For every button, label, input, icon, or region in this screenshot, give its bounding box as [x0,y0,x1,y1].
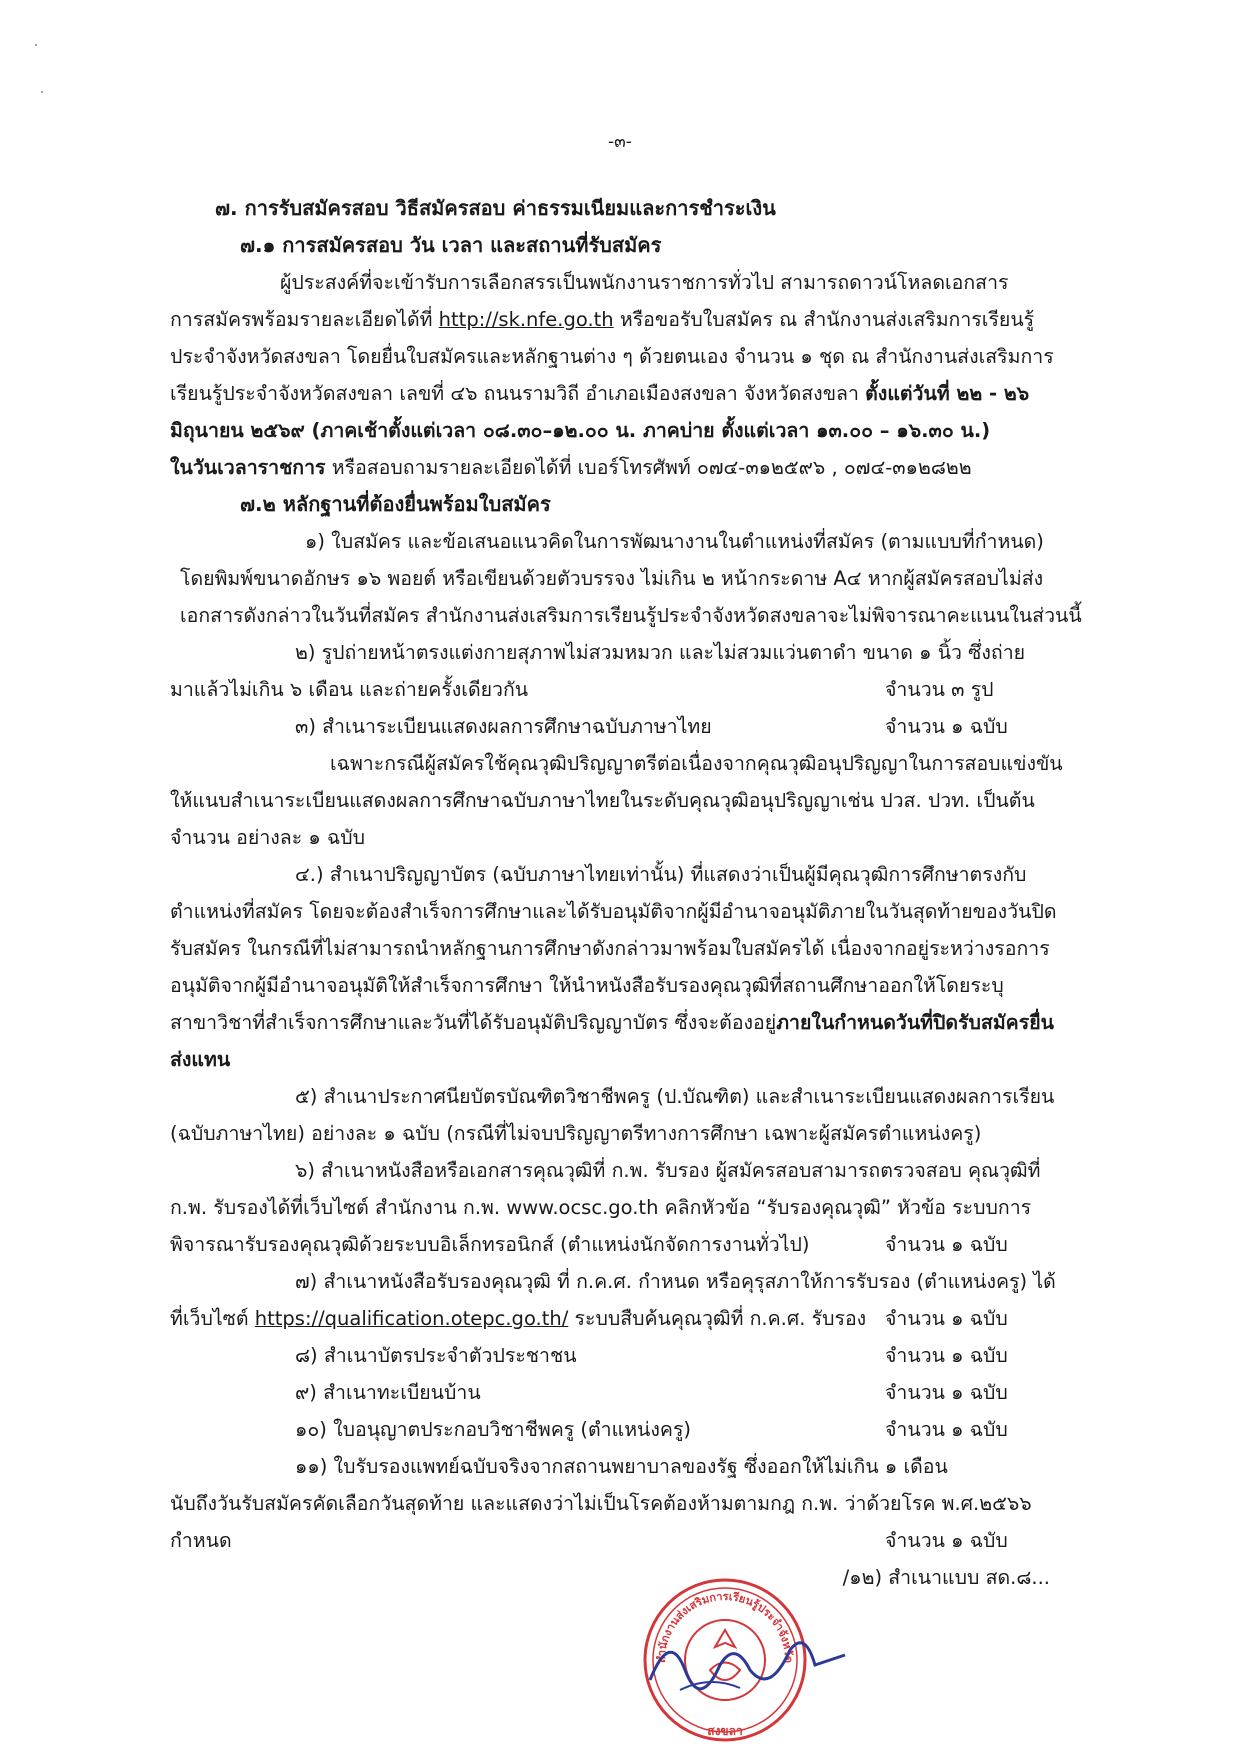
item-quantity: จำนวน ๑ ฉบับ [885,1529,1008,1552]
paragraph-line: ผู้ประสงค์ที่จะเข้ารับการเลือกสรรเป็นพนักงานราชการทั่วไป สามารถดาวน์โหลดเอกสาร [280,271,1009,294]
item-quantity: จำนวน ๓ รูป [885,678,994,701]
scan-specks [30,40,60,100]
text: พิจารณารับรองคุณวุฒิด้วยระบบอิเล็กทรอนิกส์ (ตำแหน่งนักจัดการงานทั่วไป) [170,1233,810,1256]
text: เรียนรู้ประจำจังหวัดสงขลา เลขที่ ๔๖ ถนนรามวิถี อำเภอเมืองสงขลา จังหวัดสงขลา [170,382,866,405]
item-quantity: จำนวน ๑ ฉบับ [885,1233,1008,1256]
item-3-note: จำนวน อย่างละ ๑ ฉบับ [170,826,366,849]
text: กำหนด [170,1529,232,1552]
stamp-top-text: สำนักงานส่งเสริมการเรียนรู้ประจำจังหวัด [654,1589,796,1664]
item-9-line [170,1374,1090,1411]
paragraph-line [170,449,1090,486]
text: ที่เว็บไซต์ [170,1307,255,1330]
website-link[interactable]: http://sk.nfe.go.th [438,308,614,331]
item-6-line: ๖) สำเนาหนังสือหรือเอกสารคุณวุฒิที่ ก.พ. รับรอง ผู้สมัครสอบสามารถตรวจสอบ คุณวุฒิที่ [295,1159,1041,1182]
item-4-line: อนุมัติจากผู้มีอำนาจอนุมัติให้สำเร็จการศึกษา ให้นำหนังสือรับรองคุณวุฒิที่สถานศึกษาออกให้โดยระบุ [170,974,1004,997]
signature [640,1610,860,1710]
section-7-heading: ๗. การรับสมัครสอบ วิธีสมัครสอบ ค่าธรรมเนียมและการชำระเงิน [215,196,776,220]
continuation-line [170,1559,1090,1596]
contact-phone: หรือสอบถามรายละเอียดได้ที่ เบอร์โทรศัพท์ ๐๗๔-๓๑๒๕๙๖ , ๐๗๔-๓๑๒๘๒๒ [325,456,972,479]
item-quantity: จำนวน ๑ ฉบับ [885,1418,1008,1441]
item-2-line: ๒) รูปถ่ายหน้าตรงแต่งกายสุภาพไม่สวมหมวก และไม่สวมแว่นตาดำ ขนาด ๑ นิ้ว ซึ่งถ่าย [295,641,1026,664]
deadline-note: ภายในกำหนดวันที่ปิดรับสมัครยื่น [776,1011,1054,1034]
office-hours: ในวันเวลาราชการ [170,456,326,479]
website-link[interactable]: https://qualification.otepc.go.th/ [254,1307,569,1330]
continuation-text: /๑๒) สำเนาแบบ สด.๘... [842,1566,1050,1589]
item-11-line: ๑๑) ใบรับรองแพทย์ฉบับจริงจากสถานพยาบาลของรัฐ ซึ่งออกให้ไม่เกิน ๑ เดือน [295,1455,948,1478]
paragraph-line [170,301,1090,338]
item-quantity: จำนวน ๑ ฉบับ [885,715,1008,738]
paragraph-line [170,375,1090,412]
item-4-line: ๔.) สำเนาปริญญาบัตร (ฉบับภาษาไทยเท่านั้น) ที่แสดงว่าเป็นผู้มีคุณวุฒิการศึกษาตรงกับ [295,863,1027,886]
item-quantity: จำนวน ๑ ฉบับ [885,1344,1008,1367]
item-4-line: ส่งแทน [170,1048,231,1071]
text: ๙) สำเนาทะเบียนบ้าน [295,1381,481,1404]
page-number: -๓- [608,132,632,152]
stamp-bottom-text: สงขลา [707,1724,743,1738]
item-6-line: ก.พ. รับรองได้ที่เว็บไซต์ สำนักงาน ก.พ. www.ocsc.go.th คลิกหัวข้อ “รับรองคุณวุฒิ” หัวข้อ ระบบการ [170,1196,1032,1219]
item-5-line: (ฉบับภาษาไทย) อย่างละ ๑ ฉบับ (กรณีที่ไม่จบปริญญาตรีทางการศึกษา เฉพาะผู้สมัครตำแหน่งครู) [170,1122,982,1145]
paragraph-line: มิถุนายน ๒๕๖๙ (ภาคเช้าตั้งแต่เวลา ๐๘.๓๐–๑๒.๐๐ น. ภาคบ่าย ตั้งแต่เวลา ๑๓.๐๐ – ๑๖.๓๐ น.) [170,419,991,442]
section-7-2-heading: ๗.๒ หลักฐานที่ต้องยื่นพร้อมใบสมัคร [240,492,551,516]
text: สาขาวิชาที่สำเร็จการศึกษาและวันที่ได้รับอนุมัติปริญญาบัตร ซึ่งจะต้องอยู่ [170,1011,777,1034]
text: มาแล้วไม่เกิน ๖ เดือน และถ่ายครั้งเดียวกัน [170,678,529,701]
item-3-line [170,708,1090,745]
item-7-line: ๗) สำเนาหนังสือรับรองคุณวุฒิ ที่ ก.ค.ศ. กำหนด หรือคุรุสภาให้การรับรอง (ตำแหน่งครู) ได้ [295,1270,1056,1293]
text: ๘) สำเนาบัตรประจำตัวประชาชน [295,1344,577,1367]
item-1-line: ๑) ใบสมัคร และข้อเสนอแนวคิดในการพัฒนางานในตำแหน่งที่สมัคร (ตามแบบที่กำหนด) [305,530,1044,553]
document-body [170,190,1090,1596]
text: ระบบสืบค้นคุณวุฒิที่ ก.ค.ศ. รับรอง [568,1307,867,1330]
item-8-line [170,1337,1090,1374]
item-4-line [170,1004,1090,1041]
text: หรือขอรับใบสมัคร ณ สำนักงานส่งเสริมการเรียนรู้ [613,308,1035,331]
item-1-line: เอกสารดังกล่าวในวันที่สมัคร สำนักงานส่งเสริมการเรียนรู้ประจำจังหวัดสงขลาจะไม่พิจารณาคะแนนในส่วนนี้ [180,604,1082,627]
item-11-line [170,1522,1090,1559]
item-5-line: ๕) สำเนาประกาศนียบัตรบัณฑิตวิชาชีพครู (ป.บัณฑิต) และสำเนาระเบียนแสดงผลการเรียน [295,1085,1055,1108]
item-11-line: นับถึงวันรับสมัครคัดเลือกวันสุดท้าย และแสดงว่าไม่เป็นโรคต้องห้ามตามกฎ ก.พ. ว่าด้วยโรค พ.ศ.๒๕๖๖ [170,1492,1032,1515]
item-3-note: เฉพาะกรณีผู้สมัครใช้คุณวุฒิปริญญาตรีต่อเนื่องจากคุณวุฒิอนุปริญญาในการสอบแข่งขัน [330,752,1063,775]
text: ๑๐) ใบอนุญาตประกอบวิชาชีพครู (ตำแหน่งครู) [295,1418,692,1441]
application-dates: ตั้งแต่วันที่ ๒๒ - ๒๖ [865,382,1030,405]
item-7-line [170,1300,1090,1337]
item-quantity: จำนวน ๑ ฉบับ [885,1381,1008,1404]
text: การสมัครพร้อมรายละเอียดได้ที่ [170,308,439,331]
section-7-1-heading: ๗.๑ การสมัครสอบ วัน เวลา และสถานที่รับสมัคร [240,233,662,257]
item-2-line [170,671,1090,708]
text: ๓) สำเนาระเบียนแสดงผลการศึกษาฉบับภาษาไทย [295,715,712,738]
item-1-line: โดยพิมพ์ขนาดอักษร ๑๖ พอยต์ หรือเขียนด้วยตัวบรรจง ไม่เกิน ๒ หน้ากระดาษ A๔ หากผู้สมัครสอบไม่ส่ง [180,567,1044,590]
item-3-note: ให้แนบสำเนาระเบียนแสดงผลการศึกษาฉบับภาษาไทยในระดับคุณวุฒิอนุปริญญาเช่น ปวส. ปวท. เป็นต้น [170,789,1035,812]
item-10-line [170,1411,1090,1448]
paragraph-line: ประจำจังหวัดสงขลา โดยยื่นใบสมัครและหลักฐานต่าง ๆ ด้วยตนเอง จำนวน ๑ ชุด ณ สำนักงานส่งเสริมการ [170,345,1054,368]
item-6-line [170,1226,1090,1263]
item-4-line: ตำแหน่งที่สมัคร โดยจะต้องสำเร็จการศึกษาและได้รับอนุมัติจากผู้มีอำนาจอนุมัติภายในวันสุดท้ายของวันปิด [170,900,1057,923]
item-4-line: รับสมัคร ในกรณีที่ไม่สามารถนำหลักฐานการศึกษาดังกล่าวมาพร้อมใบสมัครได้ เนื่องจากอยู่ระหว่างรอการ [170,937,1050,960]
item-quantity: จำนวน ๑ ฉบับ [885,1307,1008,1330]
